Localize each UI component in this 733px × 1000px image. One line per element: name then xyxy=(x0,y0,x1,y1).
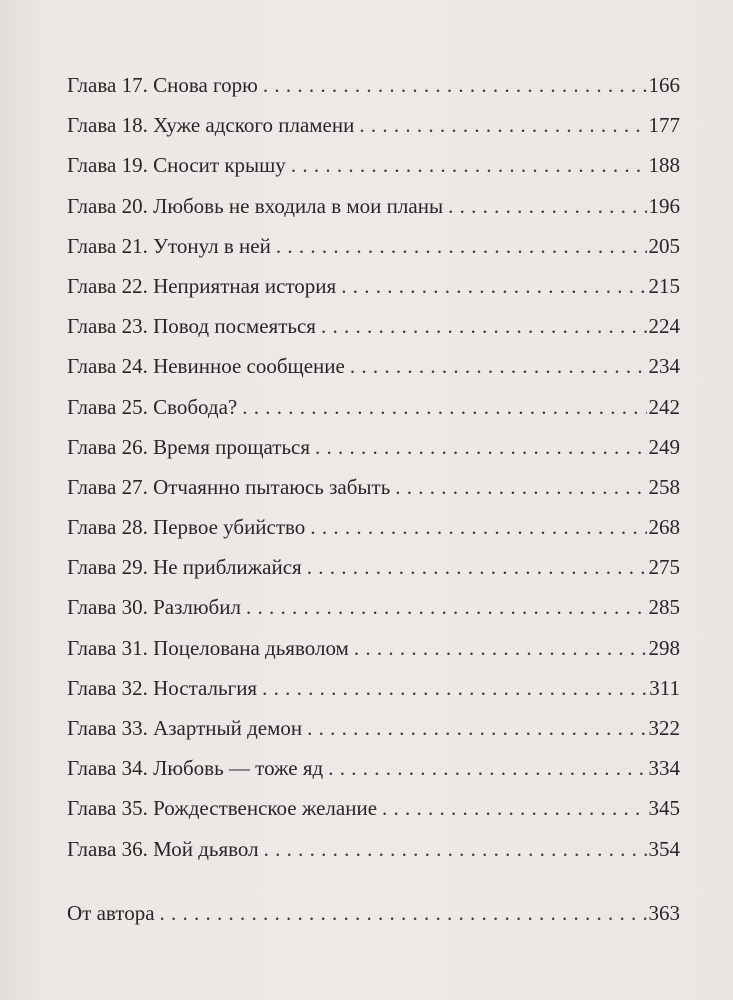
toc-entry-title: Глава 24. Невинное сообщение xyxy=(67,354,345,379)
toc-entry-page-number: 249 xyxy=(648,434,680,459)
toc-entry-title: Глава 19. Сносит крышу xyxy=(67,153,286,178)
toc-entry-page-number: 215 xyxy=(648,273,680,298)
dot-leader xyxy=(448,191,646,221)
toc-entry-title: Глава 34. Любовь — тоже яд xyxy=(67,756,324,781)
toc-entry-page-number: 354 xyxy=(648,836,680,861)
toc-entry-page-number: 196 xyxy=(648,193,680,218)
toc-entry-chapter-19[interactable] xyxy=(67,150,680,190)
toc-entry-chapter-32[interactable] xyxy=(67,673,680,713)
toc-entry-afterword[interactable] xyxy=(67,898,680,938)
toc-entry-page-number: 334 xyxy=(648,756,680,781)
dot-leader xyxy=(246,592,647,622)
toc-entry-page-number: 258 xyxy=(648,474,680,499)
toc-entry-page-number: 298 xyxy=(648,635,680,660)
dot-leader xyxy=(291,150,647,180)
toc-entry-title: Глава 33. Азартный демон xyxy=(67,716,303,740)
toc-entry-page-number: 285 xyxy=(648,595,680,620)
dot-leader xyxy=(354,633,647,663)
dot-leader xyxy=(382,793,646,823)
toc-entry-chapter-33[interactable] xyxy=(67,713,680,753)
toc-entry-page-number: 188 xyxy=(648,153,680,178)
toc-entry-chapter-29[interactable] xyxy=(67,552,680,592)
dot-leader xyxy=(310,512,646,542)
dot-leader xyxy=(350,351,647,381)
toc-entry-chapter-31[interactable] xyxy=(67,633,680,673)
toc-entry-title: От автора xyxy=(67,900,155,925)
toc-entry-page-number: 166 xyxy=(648,73,680,97)
toc-entry-page-number: 311 xyxy=(649,675,680,700)
dot-leader xyxy=(307,713,646,743)
dot-leader xyxy=(160,898,647,928)
toc-entry-page-number: 205 xyxy=(648,233,680,258)
toc-entry-title: Глава 36. Мой дьявол xyxy=(67,836,259,861)
dot-leader xyxy=(321,311,647,341)
toc-entry-chapter-34[interactable] xyxy=(67,753,680,793)
toc-entry-title: Глава 27. Отчаянно пытаюсь забыть xyxy=(67,474,391,499)
dot-leader xyxy=(341,271,646,301)
toc-entry-chapter-36[interactable] xyxy=(67,834,680,874)
dot-leader xyxy=(242,392,646,422)
toc-entry-title: Глава 31. Поцелована дьяволом xyxy=(67,635,349,660)
toc-entry-chapter-27[interactable] xyxy=(67,472,680,512)
dot-leader xyxy=(328,753,646,783)
toc-entry-page-number: 234 xyxy=(648,354,680,379)
toc-entry-title: Глава 18. Хуже адского пламени xyxy=(67,113,355,138)
toc-entry-chapter-23[interactable] xyxy=(67,311,680,351)
toc-entry-title: Глава 29. Не приближайся xyxy=(67,555,302,580)
toc-entry-chapter-26[interactable] xyxy=(67,432,680,472)
table-of-contents xyxy=(67,70,680,938)
toc-entry-title: Глава 23. Повод посмеяться xyxy=(67,314,316,339)
toc-entry-chapter-28[interactable] xyxy=(67,512,680,552)
toc-entry-chapter-18[interactable] xyxy=(67,110,680,150)
toc-entry-page-number: 275 xyxy=(648,555,680,580)
toc-entry-chapter-20[interactable] xyxy=(67,191,680,231)
toc-entry-chapter-21[interactable] xyxy=(67,231,680,271)
toc-entry-title: Глава 28. Первое убийство xyxy=(67,515,306,540)
toc-entry-page-number: 177 xyxy=(648,113,680,138)
toc-entry-chapter-35[interactable] xyxy=(67,793,680,833)
toc-entry-title: Глава 21. Утонул в ней xyxy=(67,233,271,258)
toc-entry-title: Глава 30. Разлюбил xyxy=(67,595,241,620)
toc-entry-chapter-25[interactable] xyxy=(67,392,680,432)
toc-entry-title: Глава 32. Ностальгия xyxy=(67,675,258,700)
toc-entry-title: Глава 20. Любовь не входила в мои планы xyxy=(67,193,444,218)
dot-leader xyxy=(395,472,646,502)
toc-entry-chapter-22[interactable] xyxy=(67,271,680,311)
dot-leader xyxy=(276,231,647,261)
toc-entry-page-number: 268 xyxy=(648,515,680,540)
dot-leader xyxy=(359,110,646,140)
toc-entry-chapter-24[interactable] xyxy=(67,351,680,391)
dot-leader xyxy=(262,673,647,703)
toc-entry-page-number: 345 xyxy=(648,796,680,821)
toc-entry-title: Глава 26. Время прощаться xyxy=(67,434,311,459)
dot-leader xyxy=(264,834,647,864)
toc-entry-page-number: 224 xyxy=(648,314,680,339)
toc-entry-chapter-30[interactable] xyxy=(67,592,680,632)
toc-entry-page-number: 322 xyxy=(648,716,680,740)
toc-entry-page-number: 363 xyxy=(648,900,680,925)
toc-entry-chapter-17[interactable] xyxy=(67,70,680,110)
toc-entry-title: Глава 35. Рождественское желание xyxy=(67,796,378,821)
toc-entry-page-number: 242 xyxy=(648,394,680,419)
toc-entry-title: Глава 25. Свобода? xyxy=(67,394,238,419)
dot-leader xyxy=(263,70,647,100)
toc-entry-title: Глава 17. Снова горю xyxy=(67,73,258,97)
dot-leader xyxy=(315,432,646,462)
toc-entry-title: Глава 22. Неприятная история xyxy=(67,273,337,298)
dot-leader xyxy=(307,552,647,582)
